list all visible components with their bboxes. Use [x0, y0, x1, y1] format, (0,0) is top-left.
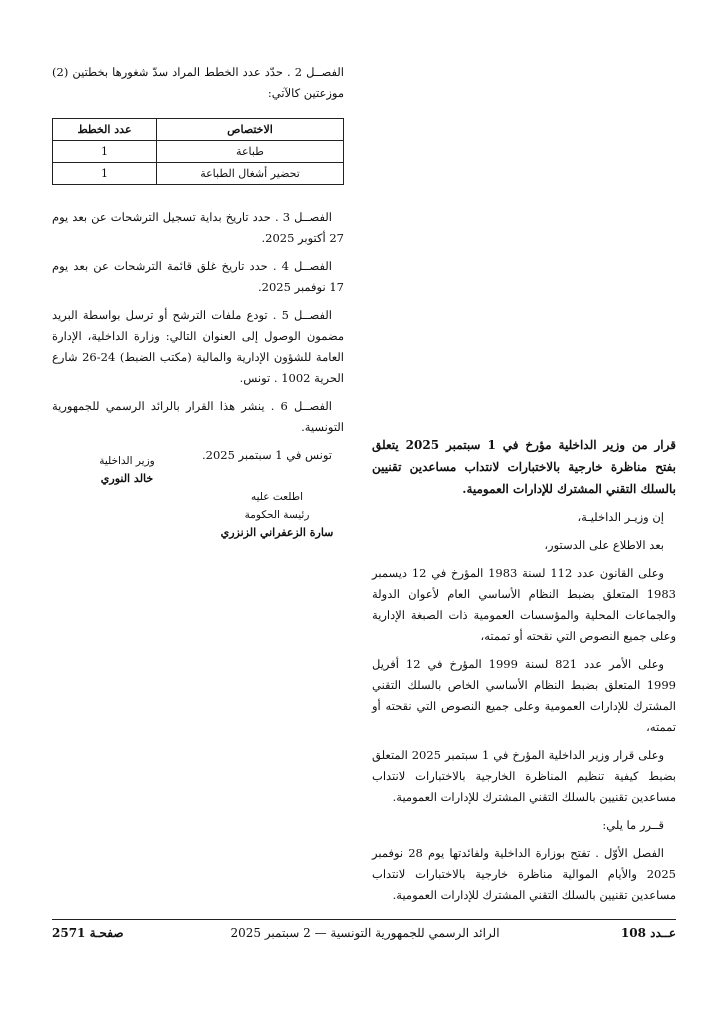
minister-title: وزير الداخلية [99, 455, 155, 467]
table-cell-specialty: طباعة [157, 141, 344, 163]
footer-page: صفحـة 2571 [52, 926, 124, 940]
right-column [372, 434, 676, 913]
table-header-count: عدد الخطط [53, 119, 157, 141]
positions-table [52, 118, 344, 185]
table-row [53, 141, 344, 163]
table-row [53, 163, 344, 185]
table-header-row [53, 119, 344, 141]
pm-title: رئيسة الحكومة [244, 509, 310, 521]
article-1: الفصل الأوّل . تفتح بوزارة الداخلية ولفائدتها يوم 28 نوفمبر 2025 والأيام الموالية مناظرة خارجية بالاختبارات لانتداب مساعدين تقنيين بالسلك التقني المشترك للإدارات العمومية. [372, 846, 676, 902]
table-cell-specialty: تحضير أشغال الطباعة [157, 163, 344, 185]
preamble-constitution: بعد الاطلاع على الدستور، [544, 538, 664, 552]
footer-divider [52, 919, 676, 920]
pm-name: سارة الزعفراني الزنزري [220, 526, 334, 539]
table-header-specialty: الاختصاص [157, 119, 344, 141]
decree-title: قرار من وزير الداخلية مؤرخ في 1 سبتمبر 2025 يتعلق بفتح مناظرة خارجية بالاختبارات لانتداب مساعدين تقنيين بالسلك التقني المشترك للإدارات العمومية. [372, 438, 676, 496]
preamble-decree: وعلى الأمر عدد 821 لسنة 1999 المؤرخ في 12 أفريل 1999 المتعلق بضبط النظام الأساسي الخاص بالسلك التقني المشترك للإدارات العمومية وعلى جميع النصوص التي نقحته أو تممته، [372, 657, 676, 734]
pm-signature [212, 488, 342, 542]
decides-label: قــرر ما يلي: [602, 818, 664, 832]
article-2: الفصــل 2 . حدّد عدد الخطط المراد سدّ شغورها بخطتين (2) موزعتين كالآتي: [52, 65, 344, 100]
preamble-minister: إن وزيـر الداخليـة، [577, 510, 664, 524]
preamble-order: وعلى قرار وزير الداخلية المؤرخ في 1 سبتمبر 2025 المتعلق بضبط كيفية تنظيم المناظرة الخارجية بالاختبارات لانتداب مساعدين تقنيين بالسلك التقني المشترك للإدارات العمومية. [372, 748, 676, 804]
minister-name: خالد النوري [100, 472, 154, 485]
article-3: الفصــل 3 . حدد تاريخ بداية تسجيل الترشحات عن بعد يوم 27 أكتوبر 2025. [52, 210, 344, 245]
seen-label: اطلعت عليه [250, 491, 303, 503]
signature-place-date: تونس في 1 سبتمبر 2025. [201, 448, 332, 462]
footer-journal: الرائد الرسمي للجمهورية التونسية — 2 سبتمبر 2025 [230, 926, 500, 940]
article-5: الفصــل 5 . تودع ملفات الترشح أو ترسل بواسطة البريد مضمون الوصول إلى العنوان التالي: وزارة الداخلية، الإدارة العامة للشؤون الإدارية والمالية (مكتب الضبط) 24-26 شارع الحرية 1002 . تونس. [52, 308, 344, 385]
footer-issue: عــدد 108 [620, 926, 676, 940]
table-cell-count: 1 [53, 163, 157, 185]
article-6: الفصــل 6 . ينشر هذا القرار بالرائد الرسمي للجمهورية التونسية. [52, 399, 344, 434]
left-column [52, 62, 344, 473]
preamble-law: وعلى القانون عدد 112 لسنة 1983 المؤرخ في 12 ديسمبر 1983 المتعلق بضبط النظام الأساسي العام لأعوان الدولة والجماعات المحلية والمؤسسات العمومية ذات الصبغة الإدارية وعلى جميع النصوص التي نقحته أو تممته، [372, 566, 676, 643]
article-4: الفصــل 4 . حدد تاريخ غلق قائمة الترشحات عن بعد يوم 17 نوفمبر 2025. [52, 259, 344, 294]
minister-signature [72, 452, 182, 488]
table-cell-count: 1 [53, 141, 157, 163]
